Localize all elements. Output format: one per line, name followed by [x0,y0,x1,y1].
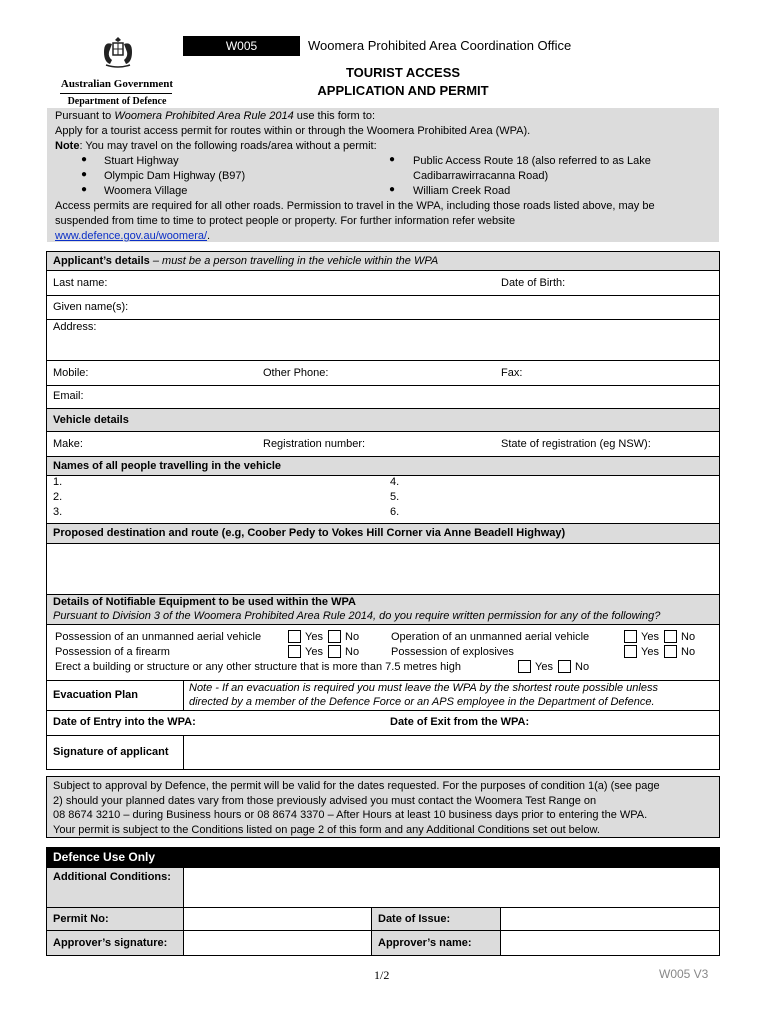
row-divider [46,523,720,524]
bullet-icon: ● [389,154,396,165]
page-number: 1/2 [374,968,390,982]
bullet-icon: ● [81,154,88,165]
row-divider [46,295,720,296]
intro-panel [47,108,719,242]
permit-no-input[interactable] [184,908,371,930]
row-divider [46,270,720,271]
approver-name-label: Approver’s name: [378,937,472,949]
row-divider [46,319,720,320]
australian-government-logo [56,34,178,106]
question-firearm: Possession of a firearm [55,646,170,658]
evacuation-note-line1: Note - If an evacuation is required you must leave the WPA by the shortest route possible unless [189,682,658,694]
person-field[interactable]: 6. [390,506,400,518]
exempt-road: Public Access Route 18 (also referred to as Lake [413,155,651,167]
date-of-exit-field[interactable]: Date of Exit from the WPA: [390,716,530,728]
person-field[interactable]: 1. [53,476,63,488]
explosives-yes-checkbox[interactable] [624,645,637,658]
date-of-birth-field[interactable]: Date of Birth: [501,277,566,289]
question-explosives: Possession of explosives [391,646,514,658]
question-uav-operation: Operation of an unmanned aerial vehicle [391,631,590,643]
form-title-line1: TOURIST ACCESS [345,65,461,80]
bullet-icon: ● [389,184,396,195]
evacuation-plan-label: Evacuation Plan [53,689,138,701]
no-label: No [681,646,696,658]
exempt-road: Woomera Village [104,185,188,197]
intro-para-1: Access permits are required for all other roads. Permission to travel in the WPA, including those roads listed above, may be [55,200,655,212]
government-name: Australian Government [60,78,174,90]
date-of-entry-field[interactable]: Date of Entry into the WPA: [53,716,196,728]
intro-para-2: suspended from time to time to protect people or property. For further information refer website [55,215,516,227]
no-label: No [681,631,696,643]
equipment-section-heading: Details of Notifiable Equipment to be used within the WPA [53,596,356,608]
uav-possession-yes-checkbox[interactable] [288,630,301,643]
address-field[interactable]: Address: [53,321,97,333]
coat-of-arms-icon [100,34,136,70]
uav-operation-no-checkbox[interactable] [664,630,677,643]
yes-label: Yes [641,631,659,643]
exempt-road: Olympic Dam Highway (B97) [104,170,246,182]
conditions-line-1: Subject to approval by Defence, the permit will be valid for the dates requested. For the purposes of condition 1(a) (see page [53,780,660,792]
conditions-line-2: 2) should your planned dates vary from those previously advised you must contact the Woomera Test Range on [53,795,597,807]
firearm-no-checkbox[interactable] [328,645,341,658]
fax-field[interactable]: Fax: [501,367,523,379]
person-field[interactable]: 4. [390,476,400,488]
vehicle-header-bg [47,409,719,431]
yes-label: Yes [535,661,553,673]
approver-signature-input[interactable] [184,931,371,955]
uav-operation-yes-checkbox[interactable] [624,630,637,643]
row-divider [46,710,720,711]
no-label: No [575,661,590,673]
row-divider [46,360,720,361]
col-divider [371,907,372,956]
col-divider [183,680,184,710]
uav-possession-no-checkbox[interactable] [328,630,341,643]
given-names-field[interactable]: Given name(s): [53,301,129,313]
form-title-line2: APPLICATION AND PERMIT [317,83,489,98]
exempt-road: William Creek Road [413,185,511,197]
firearm-yes-checkbox[interactable] [288,645,301,658]
additional-conditions-input[interactable] [184,868,719,907]
route-input-area[interactable] [47,544,719,594]
people-section-heading: Names of all people travelling in the vehicle [53,460,282,472]
last-name-field[interactable]: Last name: [53,277,108,289]
exempt-road: Stuart Highway [104,155,179,167]
defence-use-only-heading: Defence Use Only [46,847,720,868]
signature-input-area[interactable] [184,736,719,769]
question-structure: Erect a building or structure or any other structure that is more than 7.5 metres high [55,661,461,673]
email-field[interactable]: Email: [53,390,84,402]
approver-name-input[interactable] [501,931,719,955]
defence-website-link[interactable]: www.defence.gov.au/woomera/ [55,230,208,242]
row-divider [46,624,720,625]
person-field[interactable]: 3. [53,506,63,518]
bullet-icon: ● [81,169,88,180]
yes-label: Yes [305,646,323,658]
registration-number-field[interactable]: Registration number: [263,438,366,450]
mobile-field[interactable]: Mobile: [53,367,89,379]
state-of-registration-field[interactable]: State of registration (eg NSW): [501,438,651,450]
conditions-line-4: Your permit is subject to the Conditions listed on page 2 of this form and any Additional Conditions set out below. [53,824,600,836]
no-label: No [345,631,360,643]
office-name: Woomera Prohibited Area Coordination Office [308,38,572,53]
department-name: Department of Defence [67,96,167,107]
intro-note: Note: You may travel on the following roads/area without a permit: [55,140,377,152]
row-divider [46,431,720,432]
person-field[interactable]: 2. [53,491,63,503]
additional-conditions-label: Additional Conditions: [53,871,171,883]
yes-label: Yes [641,646,659,658]
other-phone-field[interactable]: Other Phone: [263,367,329,379]
signature-label: Signature of applicant [53,746,169,758]
row-divider [46,408,720,409]
yes-label: Yes [305,631,323,643]
vehicle-section-heading: Vehicle details [53,414,129,426]
form-version: W005 V3 [659,967,709,981]
date-of-issue-input[interactable] [501,908,719,930]
permit-no-label: Permit No: [53,913,109,925]
structure-no-checkbox[interactable] [558,660,571,673]
row-divider [46,456,720,457]
intro-line-2: Apply for a tourist access permit for routes within or through the Woomera Prohibited Area (WPA). [55,125,531,137]
equipment-subheading: Pursuant to Division 3 of the Woomera Prohibited Area Rule 2014, do you require written permission for any of the following? [53,610,661,622]
applicant-section-heading: Applicant’s details – must be a person travelling in the vehicle within the WPA [53,255,439,267]
intro-link-line: www.defence.gov.au/woomera/. [55,230,211,242]
date-of-issue-label: Date of Issue: [378,913,451,925]
route-section-heading: Proposed destination and route (e.g, Coober Pedy to Vokes Hill Corner via Anne Beadell Highway) [53,527,566,539]
row-divider [46,475,720,476]
logo-divider [60,93,172,94]
person-field[interactable]: 5. [390,491,400,503]
conditions-line-3: 08 8674 3210 – during Business hours or 08 8674 3370 – After Hours at least 10 business days prior to entering the WPA. [53,809,648,821]
bullet-icon: ● [81,184,88,195]
row-divider [46,385,720,386]
explosives-no-checkbox[interactable] [664,645,677,658]
question-uav-possession: Possession of an unmanned aerial vehicle [55,631,262,643]
structure-yes-checkbox[interactable] [518,660,531,673]
vehicle-make-field[interactable]: Make: [53,438,83,450]
intro-line-1: Pursuant to Woomera Prohibited Area Rule 2014 use this form to: [55,110,375,122]
approver-signature-label: Approver’s signature: [53,937,168,949]
no-label: No [345,646,360,658]
evacuation-note-line2: directed by a member of the Defence Force or an APS employee in the Department of Defence. [189,696,655,708]
form-code-badge: W005 [183,36,300,56]
exempt-road-cont: Cadibarrawirracanna Road) [413,170,549,182]
